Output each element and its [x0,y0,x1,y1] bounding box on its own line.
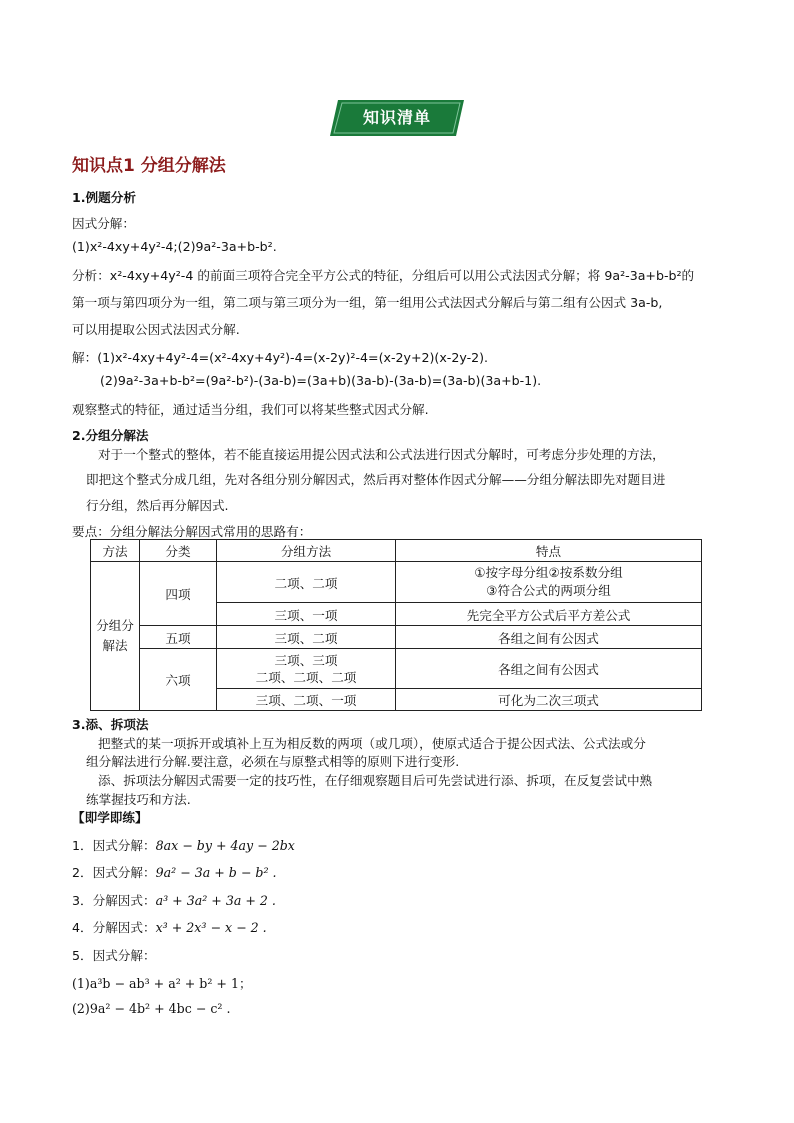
feature-cell: 各组之间有公因式 [396,626,702,649]
grouping-table [90,539,702,711]
category-cell: 四项 [140,562,217,626]
addsplit-line: 把整式的某一项拆开或填补上互为相反数的两项（或几项），使原式适合于提公因式法、公式法或分 [98,736,646,751]
practice-item [72,917,267,936]
section-title: 知识点1 分组分解法 [72,156,226,176]
grouping-cell: 二项、二项 [217,562,396,603]
example-conclusion: 观察整式的特征，通过适当分组，我们可以将某些整式因式分解. [72,402,429,417]
table-header-cell: 分组方法 [217,540,396,562]
keypoint-text: 要点：分组分解法分解因式常用的思路有： [72,524,312,539]
practice-subitem: (2)9a² − 4b² + 4bc − c² . [72,1001,231,1016]
feature-line: ③符合公式的两项分组 [486,583,611,598]
banner-label: 知识清单 [362,108,431,127]
addsplit-line: 组分解法进行分解.要注意，必须在与原整式相等的原则下进行变形. [86,754,460,769]
section-banner [330,100,464,136]
table-row [91,562,702,603]
analysis-line: 可以用提取公因式法因式分解. [72,322,240,337]
practice-expression: x³ + 2x³ − x − 2 . [155,920,267,935]
table-header-cell: 方法 [91,540,140,562]
addsplit-line: 添、拆项法分解因式需要一定的技巧性，在仔细观察题目后可先尝试进行添、拆项，在反复尝试中熟 [98,773,653,788]
practice-label: 1．因式分解： [72,838,156,853]
practice-expression: a³ + 3a² + 3a + 2 . [155,893,276,908]
grouping-cell [217,649,396,689]
table-row [91,649,702,689]
analysis-line: 第一项与第四项分为一组，第二项与第三项分为一组，第一组用公式法因式分解后与第二组有公因式 3a-b, [72,295,663,310]
grouping-cell: 三项、一项 [217,603,396,626]
grouping-line: 二项、二项、二项 [255,669,357,685]
method-label: 分组分解法 [96,618,134,653]
practice-label: 2．因式分解： [72,865,156,880]
solution-line: (2)9a²-3a+b-b²=(9a²-b²)-(3a-b)=(3a+b)(3a-b)-(3a-b)=(3a-b)(3a+b-1). [100,373,542,388]
example-heading: 1.例题分析 [72,190,136,205]
grouping-cell: 三项、二项、一项 [217,689,396,711]
practice-expression: 8ax − by + 4ay − 2bx [155,838,295,853]
feature-cell: 先完全平方公式后平方差公式 [396,603,702,626]
grouping-cell: 三项、二项 [217,626,396,649]
feature-cell: 可化为二次三项式 [396,689,702,711]
example-prompt: 因式分解： [72,216,135,231]
method-cell [91,562,140,711]
grouping-line: 即把这个整式分成几组，先对各组分别分解因式，然后再对整体作因式分解——分组分解法即先对题目进 [86,472,666,487]
analysis-line: 分析：x²-4xy+4y²-4 的前面三项符合完全平方公式的特征，分组后可以用公式法因式分解；将 9a²-3a+b-b²的 [72,268,695,283]
practice-expression: 9a² − 3a + b − b² . [155,865,277,880]
table-header-cell: 特点 [396,540,702,562]
table-row [91,626,702,649]
example-problem: (1)x²-4xy+4y²-4;(2)9a²-3a+b-b². [72,239,277,254]
table-header-row [91,540,702,562]
addsplit-heading: 3.添、拆项法 [72,717,149,732]
practice-heading: 【即学即练】 [72,810,148,825]
table-header-cell: 分类 [140,540,217,562]
practice-label: 3．分解因式： [72,893,156,908]
practice-label: 5．因式分解： [72,948,156,963]
practice-label: 4．分解因式： [72,920,156,935]
grouping-line: 对于一个整式的整体，若不能直接运用提公因式法和公式法进行因式分解时，可考虑分步处理的方法， [98,447,665,462]
addsplit-line: 练掌握技巧和方法. [86,792,191,807]
feature-cell: 各组之间有公因式 [396,649,702,689]
practice-item [72,890,276,909]
practice-subitem: (1)a³b − ab³ + a² + b² + 1； [72,976,252,991]
grouping-line: 行分组，然后再分解因式. [86,498,229,513]
solution-line: 解：(1)x²-4xy+4y²-4=(x²-4xy+4y²)-4=(x-2y)²-4=(x-2y+2)(x-2y-2). [72,350,489,365]
category-cell: 六项 [140,649,217,711]
feature-line: ①按字母分组②按系数分组 [474,565,623,580]
grouping-line: 三项、三项 [274,652,338,668]
practice-item [72,835,295,854]
category-cell: 五项 [140,626,217,649]
grouping-heading: 2.分组分解法 [72,428,149,443]
feature-cell [396,562,702,603]
practice-item [72,862,277,881]
practice-item [72,945,156,964]
